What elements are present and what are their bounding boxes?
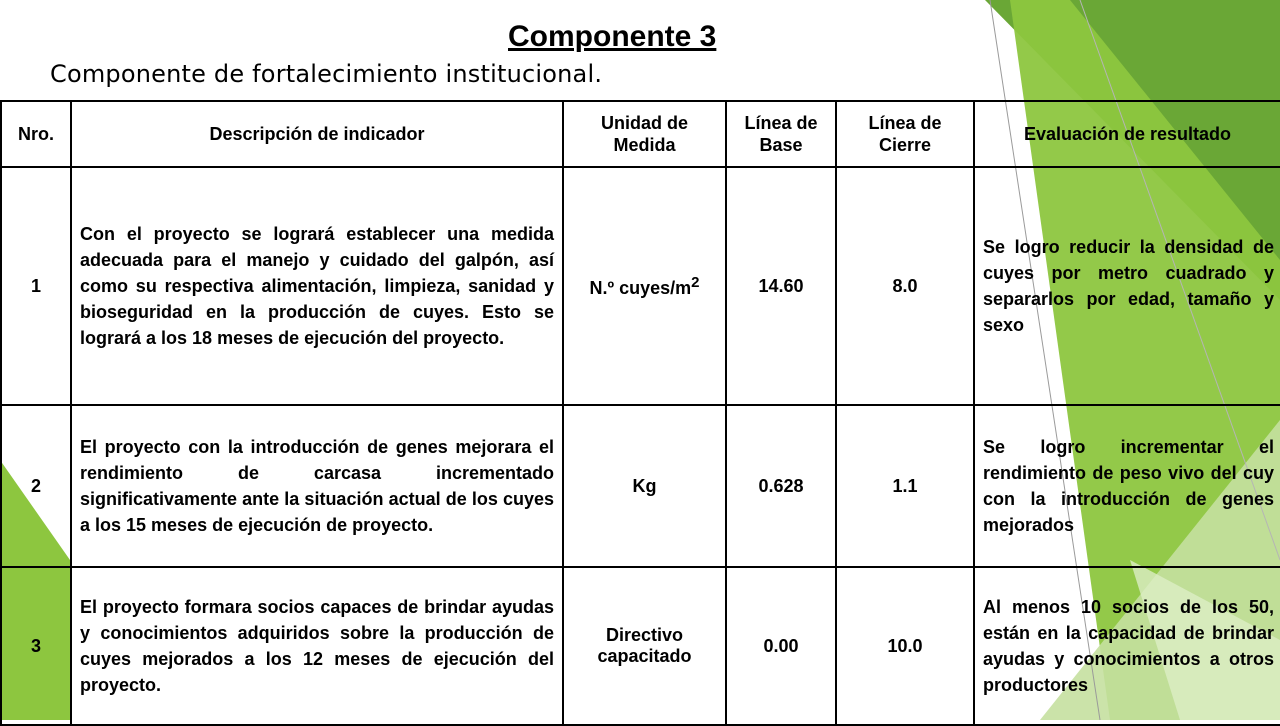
header-linea-base: Línea de Base <box>726 101 836 167</box>
row-linea-cierre: 1.1 <box>836 405 974 567</box>
table-row <box>1 167 1280 405</box>
header-evaluacion: Evaluación de resultado <box>974 101 1280 167</box>
row-evaluacion: Se logro reducir la densidad de cuyes por metro cuadrado y separarlos por edad, tamaño y sexo <box>974 167 1280 405</box>
unit-text: N.º cuyes/m <box>589 277 692 298</box>
slide-subtitle: Componente de fortalecimiento institucional. <box>50 60 603 88</box>
row-evaluacion: Se logro incrementar el rendimiento de peso vivo del cuy con la introducción de genes mejorados <box>974 405 1280 567</box>
row-linea-base: 14.60 <box>726 167 836 405</box>
header-unidad: Unidad de Medida <box>563 101 726 167</box>
row-nro: 3 <box>1 567 71 725</box>
row-descripcion: El proyecto con la introducción de genes mejorara el rendimiento de carcasa incrementado significativamente ante la situación actual de los cuyes a los 15 meses de ejecución de proyecto. <box>71 405 563 567</box>
table-row <box>1 405 1280 567</box>
row-linea-cierre: 10.0 <box>836 567 974 725</box>
table-row <box>1 567 1280 725</box>
row-descripcion: El proyecto formara socios capaces de brindar ayudas y conocimientos adquiridos sobre la producción de cuyes mejorados a los 12 meses de ejecución del proyecto. <box>71 567 563 725</box>
row-descripcion: Con el proyecto se logrará establecer una medida adecuada para el manejo y cuidado del galpón, así como su respectiva alimentación, limpieza, sanidad y bioseguridad en la producción de cuyes. Esto se logrará a los 18 meses de ejecución del proyecto. <box>71 167 563 405</box>
row-linea-cierre: 8.0 <box>836 167 974 405</box>
header-linea-cierre: Línea de Cierre <box>836 101 974 167</box>
header-nro: Nro. <box>1 101 71 167</box>
header-descripcion: Descripción de indicador <box>71 101 563 167</box>
row-nro: 1 <box>1 167 71 405</box>
row-unidad: Kg <box>563 405 726 567</box>
row-unidad <box>563 167 726 405</box>
unit-superscript: 2 <box>691 273 700 291</box>
row-nro: 2 <box>1 405 71 567</box>
table-header-row <box>1 101 1280 167</box>
row-linea-base: 0.628 <box>726 405 836 567</box>
slide-title: Componente 3 <box>508 20 717 53</box>
indicators-table <box>0 100 1280 726</box>
row-unidad: Directivo capacitado <box>563 567 726 725</box>
row-evaluacion: Al menos 10 socios de los 50, están en la capacidad de brindar ayudas y conocimientos a otros productores <box>974 567 1280 725</box>
row-linea-base: 0.00 <box>726 567 836 725</box>
